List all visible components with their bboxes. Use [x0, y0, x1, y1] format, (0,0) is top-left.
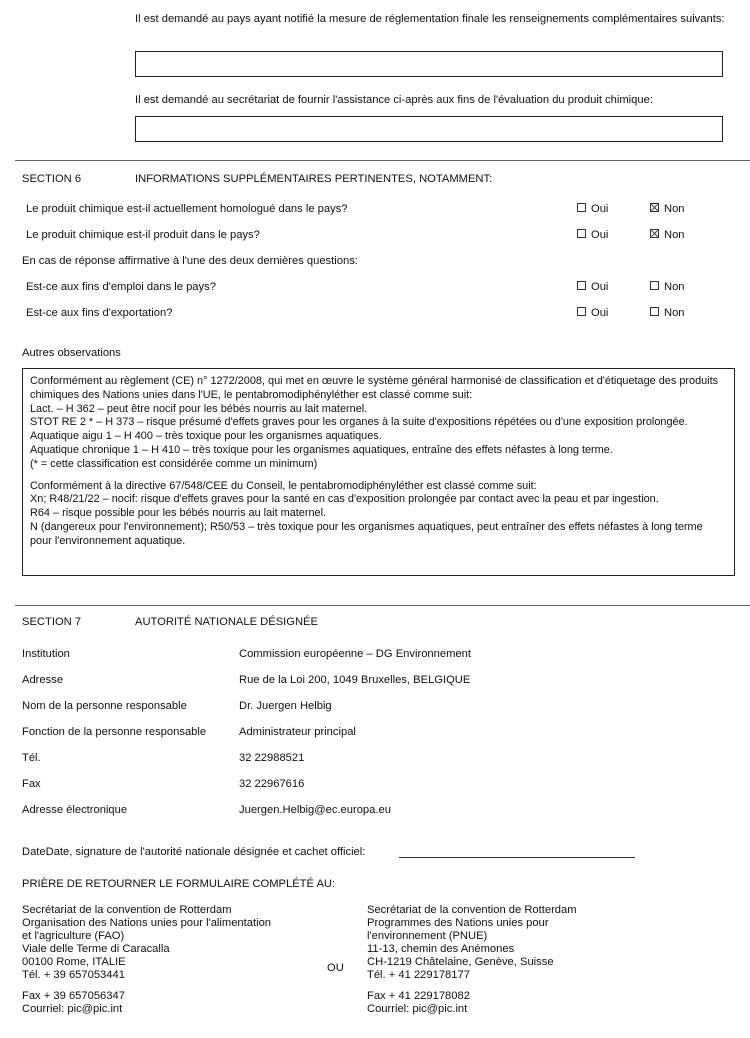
address-line: Tél. + 41 229178177: [367, 969, 470, 981]
observation-paragraph: Aquatique chronique 1 – H 410 – très toxique pour les organismes aquatiques, entraîne des effets néfastes à long terme.: [30, 443, 613, 456]
no-label: Non: [664, 203, 685, 215]
address-line: 11-13, chemin des Anémones: [367, 943, 515, 955]
yes-label: Oui: [591, 281, 609, 293]
address-line: Courriel: pic@pic.int: [22, 1003, 123, 1015]
address-line: 00100 Rome, ITALIE: [22, 956, 126, 968]
yes-label: Oui: [591, 203, 609, 215]
field-value-email: Juergen.Helbig@ec.europa.eu: [239, 804, 391, 816]
signature-line[interactable]: [399, 857, 635, 858]
field-value-responsible-name: Dr. Juergen Helbig: [239, 700, 332, 712]
checkbox-icon: [650, 307, 659, 316]
address-line: Fax + 39 657056347: [22, 990, 125, 1002]
field-label-phone: Tél.: [22, 752, 41, 764]
checkbox-produced-yes[interactable]: [577, 229, 608, 241]
observation-paragraph: Conformément à la directive 67/548/CEE du Conseil, le pentabromodiphényléther est classé comme suit:: [30, 479, 537, 492]
assistance-question: Il est demandé au secrétariat de fournir l'assistance ci-après aux fins de l'évaluation du produit chimique:: [135, 94, 653, 106]
section7-title: AUTORITÉ NATIONALE DÉSIGNÉE: [135, 616, 318, 628]
checkbox-domestic-no[interactable]: [650, 281, 685, 293]
question-produced: Le produit chimique est-il produit dans le pays?: [26, 229, 260, 241]
checkbox-icon: [577, 307, 586, 316]
address-line: Organisation des Nations unies pour l'alimentation: [22, 917, 272, 929]
checkbox-produced-no[interactable]: [650, 229, 685, 241]
checkbox-registered-no[interactable]: [650, 203, 685, 215]
observation-paragraph: N (dangereux pour l'environnement); R50/53 – très toxique pour les organismes aquatiques, peut entraîner des effets néfastes à long terme pour l'environnement aquatique.: [30, 520, 703, 547]
or-separator: OU: [327, 962, 344, 974]
address-line: Courriel: pic@pic.int: [367, 1003, 468, 1015]
conditional-intro: En cas de réponse affirmative à l'une des deux dernières questions:: [22, 255, 358, 267]
observation-paragraph: (* = cette classification est considérée comme un minimum): [30, 457, 318, 470]
address-line: Programmes des Nations unies pour: [367, 917, 549, 929]
checkbox-icon: [650, 281, 659, 290]
address-line: Fax + 41 229178082: [367, 990, 470, 1002]
observations-box[interactable]: [22, 368, 735, 576]
address-line: l'environnement (PNUE): [367, 930, 488, 942]
question-export: Est-ce aux fins d'exportation?: [26, 307, 173, 319]
yes-label: Oui: [591, 307, 609, 319]
no-label: Non: [664, 281, 685, 293]
section-divider: [15, 605, 750, 606]
field-label-fax: Fax: [22, 778, 41, 790]
fao-address: [22, 904, 271, 1016]
checked-checkbox-icon: [650, 229, 659, 238]
address-line: et l'agriculture (FAO): [22, 930, 125, 942]
checkbox-export-no[interactable]: [650, 307, 685, 319]
section7-number: SECTION 7: [22, 616, 82, 628]
additional-info-question: Il est demandé au pays ayant notifié la mesure de réglementation finale les renseignements complémentaires suivants:: [135, 13, 725, 25]
section-divider: [15, 160, 750, 161]
question-registered: Le produit chimique est-il actuellement homologué dans le pays?: [26, 203, 348, 215]
field-label-responsible-role: Fonction de la personne responsable: [22, 726, 207, 738]
field-value-phone: 32 22988521: [239, 752, 305, 764]
checkbox-icon: [577, 281, 586, 290]
observation-paragraph: Xn; R48/21/22 – nocif: risque d'effets graves pour la santé en cas d'exposition prolongée par contact avec la peau et par ingestion.: [30, 493, 659, 506]
question-domestic-use: Est-ce aux fins d'emploi dans le pays?: [26, 281, 216, 293]
observation-paragraph: Aquatique aigu 1 – H 400 – très toxique pour les organismes aquatiques.: [30, 430, 382, 443]
field-label-address: Adresse: [22, 674, 64, 686]
observation-paragraph: R64 – risque possible pour les bébés nourris au lait maternel.: [30, 507, 327, 520]
field-label-institution: Institution: [22, 648, 70, 660]
section6-number: SECTION 6: [22, 173, 82, 185]
address-line: Secrétariat de la convention de Rotterdam: [367, 904, 577, 916]
no-label: Non: [664, 229, 685, 241]
signature-label: DateDate, signature de l'autorité nationale désignée et cachet officiel:: [22, 846, 366, 858]
observation-paragraph: STOT RE 2 * – H 373 – risque présumé d'effets graves pour les organes à la suite d'expositions répétées ou d'une exposition prolongée.: [30, 416, 688, 429]
checkbox-registered-yes[interactable]: [577, 203, 608, 215]
checked-checkbox-icon: [650, 203, 659, 212]
section6-title: INFORMATIONS SUPPLÉMENTAIRES PERTINENTES, NOTAMMENT:: [135, 173, 493, 185]
field-label-responsible-name: Nom de la personne responsable: [22, 700, 187, 712]
address-line: Viale delle Terme di Caracalla: [22, 943, 170, 955]
additional-info-field[interactable]: [135, 51, 723, 77]
address-line: CH-1219 Châtelaine, Genève, Suisse: [367, 956, 554, 968]
return-heading: PRIÈRE DE RETOURNER LE FORMULAIRE COMPLÉTÉ AU:: [22, 878, 336, 890]
field-value-fax: 32 22967616: [239, 778, 305, 790]
address-line: Tél. + 39 657053441: [22, 969, 125, 981]
yes-label: Oui: [591, 229, 609, 241]
no-label: Non: [664, 307, 685, 319]
checkbox-export-yes[interactable]: [577, 307, 608, 319]
field-value-institution: Commission européenne – DG Environnement: [239, 648, 471, 660]
field-value-responsible-role: Administrateur principal: [239, 726, 356, 738]
field-value-address: Rue de la Loi 200, 1049 Bruxelles, BELGIQUE: [239, 674, 471, 686]
address-line: Secrétariat de la convention de Rotterdam: [22, 904, 232, 916]
observations-label: Autres observations: [22, 347, 121, 359]
checkbox-domestic-yes[interactable]: [577, 281, 608, 293]
observation-paragraph: Conformément au règlement (CE) n° 1272/2008, qui met en œuvre le système général harmonisé de classification et d'étiquetage des produits chimiques des Nations unies dans l'UE, le pentabromodiphényléther est classé comme suit:: [30, 375, 719, 401]
checkbox-icon: [577, 203, 586, 212]
unep-address: [367, 904, 577, 1016]
checkbox-icon: [577, 229, 586, 238]
field-label-email: Adresse électronique: [22, 804, 128, 816]
assistance-field[interactable]: [135, 116, 723, 142]
observation-paragraph: Lact. – H 362 – peut être nocif pour les bébés nourris au lait maternel.: [30, 402, 368, 415]
